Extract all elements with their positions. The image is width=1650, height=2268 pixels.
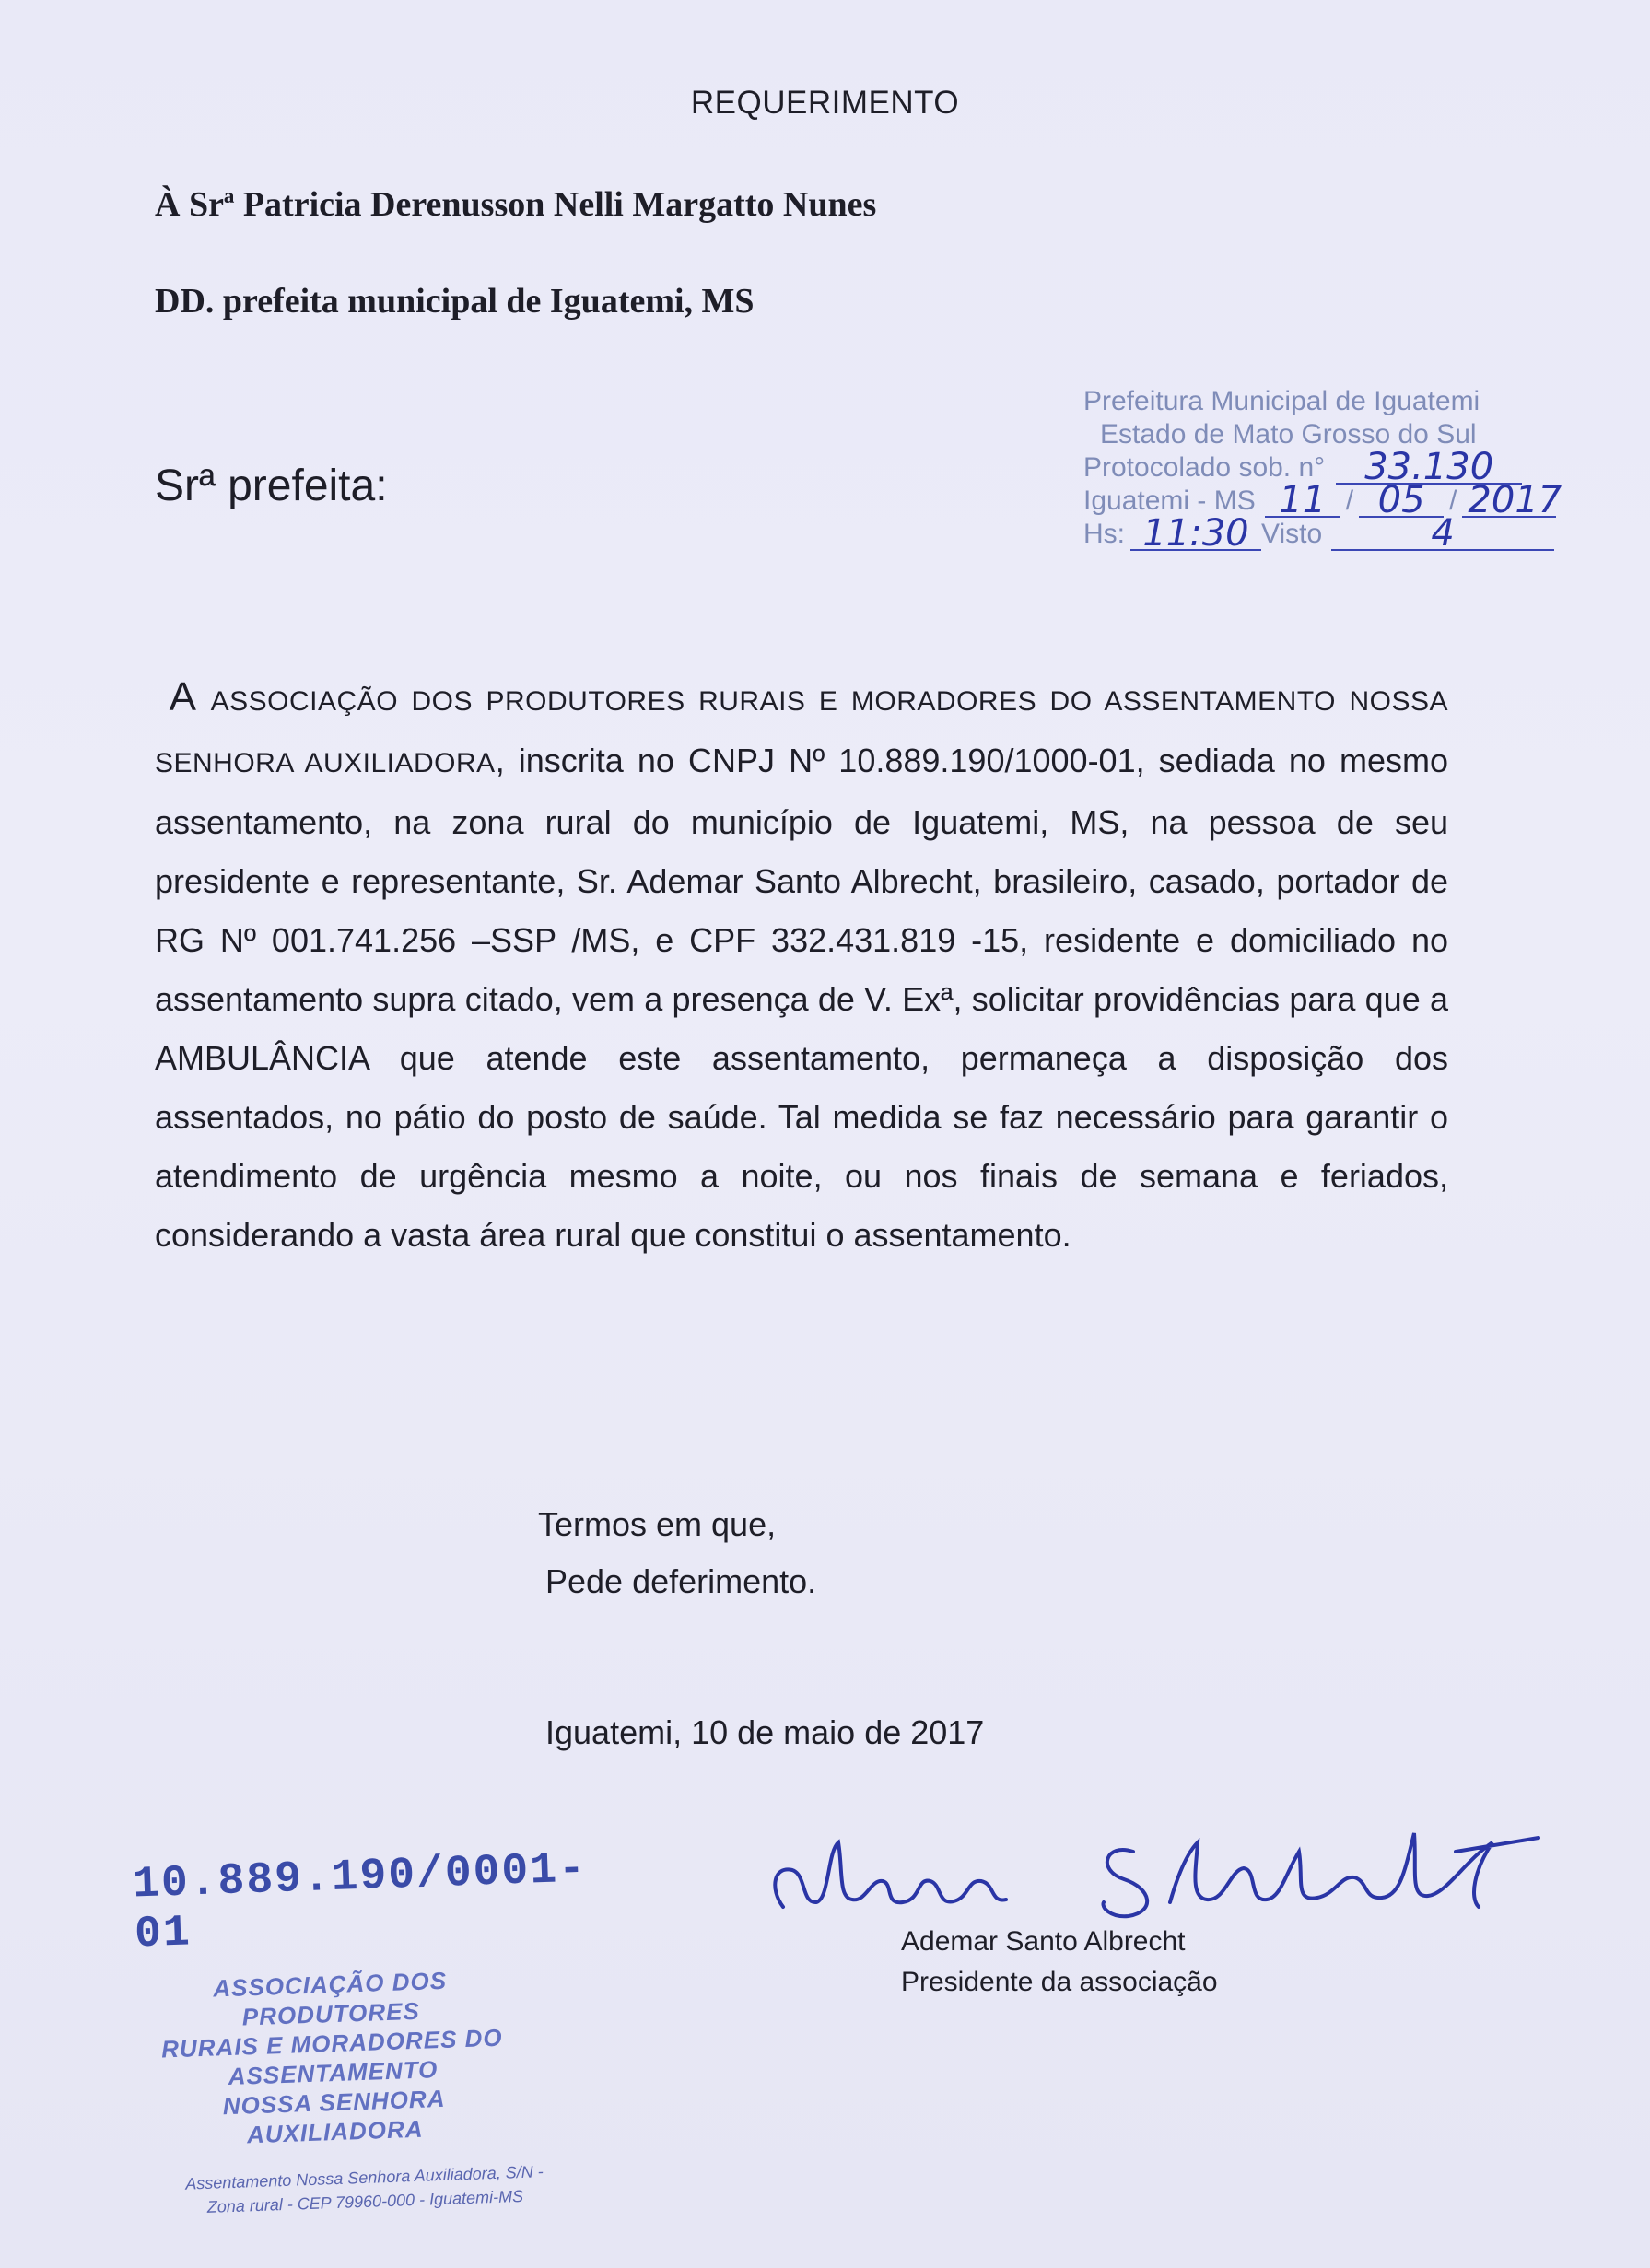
association-name: ASSOCIAÇÃO DOS PRODUTORES RURAIS E MORADORES DO ASSENTAMENTO NOSSA SENHORA AUXILIADORA <box>155 686 1448 778</box>
protocol-stamp-line1: Prefeitura Municipal de Iguatemi <box>1083 386 1480 416</box>
stamp-cnpj: 10.889.190/0001-01 <box>132 1844 588 1960</box>
closing-line1: Termos em que, <box>538 1505 777 1543</box>
signer-block <box>901 1922 1218 2003</box>
document-title: REQUERIMENTO <box>690 85 960 121</box>
protocol-day: 11 <box>1265 485 1340 518</box>
place-date: Iguatemi, 10 de maio de 2017 <box>545 1713 985 1751</box>
protocol-time: 11:30 <box>1130 518 1261 551</box>
protocol-time-row: Hs: 11:30 Visto 4 <box>1083 518 1599 551</box>
salutation: Srª prefeita: <box>155 462 388 510</box>
body-text: , inscrita no CNPJ Nº 10.889.190/1000-01, sediada no mesmo assentamento, na zona rural do município de Iguatemi, MS, na pessoa de seu presidente e representante, Sr. Ademar Santo Albrecht, brasileiro, casado, portador de RG Nº 001.741.256 –SSP /MS, e CPF 332.431.819 -15, residente e domiciliado no assentamento supra citado, vem a presença de V. Exª, solicitar providências para que a AMBULÂNCIA que atende este assentamento, permaneça a disposição dos assentados, no pátio do posto de saúde. Tal medida se faz necessário para garantir o atendimento de urgência mesmo a noite, ou nos finais de semana e feriados, considerando a vasta área rural que constitui o assentamento. <box>155 742 1448 1254</box>
protocol-stamp-line2: Estado de Mato Grosso do Sul <box>1100 419 1477 450</box>
stamp-address: Assentamento Nossa Senhora Auxiliadora, S/N - Zona rural - CEP 79960-000 - Iguatemi-MS <box>185 2162 544 2216</box>
closing-line2: Pede deferimento. <box>545 1562 817 1600</box>
body-lead-letter: A <box>169 674 196 719</box>
addressee-line: À Srª Patricia Derenusson Nelli Margatto Nunes <box>155 185 877 224</box>
protocol-number: 33.130 <box>1336 451 1522 485</box>
protocol-date-row: Iguatemi - MS 11 / 05 / 2017 <box>1083 479 1562 521</box>
signer-name: Ademar Santo Albrecht <box>901 1926 1186 1957</box>
protocol-visto: 4 <box>1331 518 1554 551</box>
protocol-stamp <box>1083 385 1599 555</box>
addressee-title: DD. prefeita municipal de Iguatemi, MS <box>155 282 755 321</box>
body-paragraph <box>155 668 1448 1265</box>
protocol-number-row: Protocolado sob. n° 33.130 <box>1083 451 1599 485</box>
signer-role: Presidente da associação <box>901 1967 1218 1997</box>
protocol-month: 05 <box>1359 485 1444 518</box>
stamp-association-name: ASSOCIAÇÃO DOS PRODUTORES RURAIS E MORADORES DO ASSENTAMENTO NOSSA SENHORA AUXILIADORA <box>160 1966 504 2149</box>
protocol-year: 2017 <box>1462 485 1556 518</box>
association-stamp <box>132 1843 641 2222</box>
